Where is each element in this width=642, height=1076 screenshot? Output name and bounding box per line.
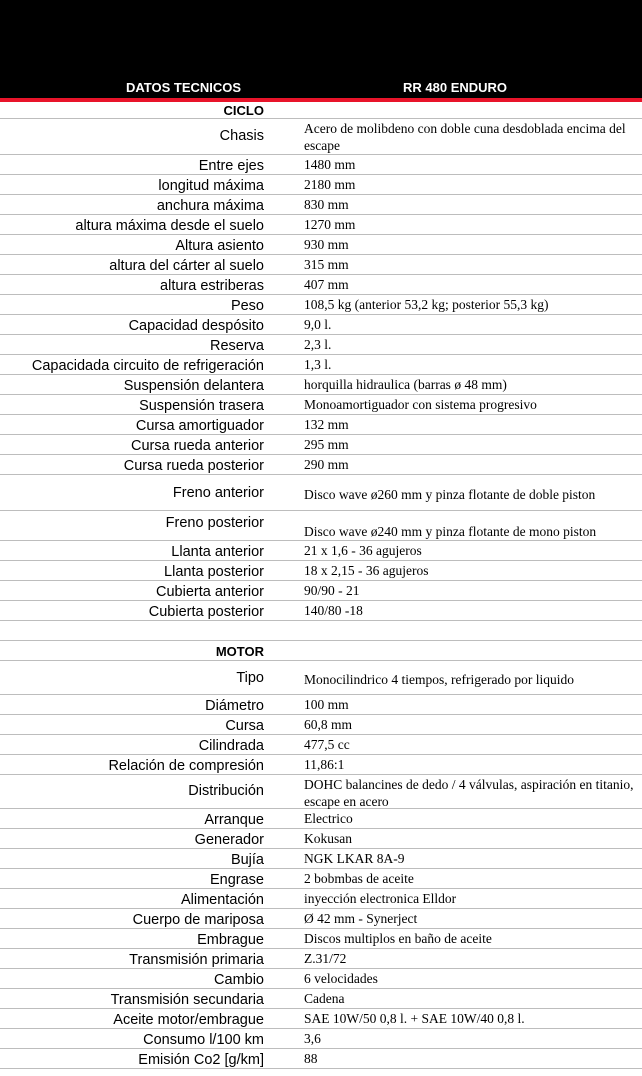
spec-label: Cilindrada (198, 738, 264, 754)
spec-row (0, 375, 642, 395)
spec-value: 1,3 l. (304, 357, 332, 372)
spec-label: Aceite motor/embrague (113, 1012, 264, 1028)
spec-value: Electrico (304, 811, 353, 826)
section-row (0, 641, 642, 661)
spec-value: Monoamortiguador con sistema progresivo (304, 397, 537, 412)
spec-value: Discos multiplos en baño de aceite (304, 931, 492, 946)
spec-value: Ø 42 mm - Synerject (304, 911, 418, 926)
spec-row (0, 581, 642, 601)
header-col-specs: DATOS TECNICOS (126, 80, 242, 95)
spec-value: 18 x 2,15 - 36 agujeros (304, 563, 429, 578)
spec-value: Cadena (304, 991, 345, 1006)
spec-label: Cubierta posterior (148, 604, 264, 620)
spec-value: 3,6 (304, 1031, 321, 1046)
spec-value: 2180 mm (304, 177, 356, 192)
spec-label: Tipo (236, 670, 264, 686)
spec-label: Freno anterior (172, 485, 264, 501)
spec-row (0, 989, 642, 1009)
spec-row (0, 1009, 642, 1029)
spec-row (0, 295, 642, 315)
spec-row (0, 849, 642, 869)
spec-label: Cursa rueda posterior (123, 458, 264, 474)
spec-value: 2,3 l. (304, 337, 332, 352)
spec-row (0, 335, 642, 355)
spec-label: altura estriberas (160, 278, 264, 294)
spec-row (0, 395, 642, 415)
spec-value: 830 mm (304, 197, 349, 212)
spec-value: 1270 mm (304, 217, 356, 232)
spec-label: Peso (230, 298, 264, 314)
spec-label: Emisión Co2 [g/km] (138, 1052, 264, 1068)
spec-label: Embrague (197, 932, 264, 948)
spec-label: Engrase (209, 872, 264, 888)
spec-label: Generador (194, 832, 264, 848)
spec-row (0, 561, 642, 581)
spec-label: Altura asiento (175, 238, 264, 254)
header-col-model: RR 480 ENDURO (403, 80, 508, 95)
spec-value: 60,8 mm (304, 717, 353, 732)
spec-row (0, 475, 642, 511)
spec-label: Diámetro (205, 698, 264, 714)
spec-label: Capacidad despósito (128, 318, 264, 334)
spec-row (0, 969, 642, 989)
spec-label: Llanta anterior (171, 544, 264, 560)
spec-row (0, 755, 642, 775)
spec-row (0, 869, 642, 889)
spec-value: Acero de molibdeno con doble cuna desdoblada encima del escape (304, 121, 626, 153)
spec-value: 315 mm (304, 257, 349, 272)
spec-label: Cursa amortiguador (135, 418, 264, 434)
spec-value: Kokusan (304, 831, 352, 846)
spec-value: inyección electronica Elldor (304, 891, 457, 906)
spec-value: 132 mm (304, 417, 349, 432)
spec-value: Disco wave ø240 mm y pinza flotante de mono piston (304, 524, 597, 539)
spec-value: horquilla hidraulica (barras ø 48 mm) (304, 377, 507, 392)
spec-value: 290 mm (304, 457, 349, 472)
spec-row (0, 275, 642, 295)
spec-label: Cursa (225, 718, 264, 734)
spec-label: anchura máxima (156, 198, 264, 214)
table-header (0, 0, 642, 98)
spec-row (0, 155, 642, 175)
spec-row (0, 455, 642, 475)
spacer-row (0, 621, 642, 641)
spec-label: Transmisión secundaria (110, 992, 264, 1008)
spec-label: Relación de compresión (108, 758, 264, 774)
spec-label: Arranque (204, 812, 264, 828)
spec-label: altura del cárter al suelo (109, 258, 264, 274)
spec-label: Cuerpo de mariposa (132, 912, 264, 928)
spec-row (0, 175, 642, 195)
spec-row (0, 695, 642, 715)
spec-row (0, 355, 642, 375)
spec-row (0, 909, 642, 929)
spec-label: Suspensión delantera (123, 378, 264, 394)
spec-row (0, 511, 642, 541)
section-title: CICLO (223, 103, 264, 118)
section-title: MOTOR (215, 643, 264, 659)
spec-row (0, 661, 642, 695)
spec-value: 100 mm (304, 697, 349, 712)
spec-label: Cambio (214, 972, 264, 988)
spec-label: Distribución (188, 783, 264, 799)
spec-row (0, 715, 642, 735)
spec-value: 9,0 l. (304, 317, 332, 332)
spec-value: 407 mm (304, 277, 349, 292)
spec-row (0, 1049, 642, 1069)
spec-label: Reserva (210, 338, 264, 354)
spec-value: Monocilindrico 4 tiempos, refrigerado por liquido (304, 672, 574, 687)
spec-row (0, 435, 642, 455)
spec-value: 295 mm (304, 437, 349, 452)
spec-row (0, 119, 642, 155)
spec-row (0, 255, 642, 275)
spec-row (0, 315, 642, 335)
spec-row (0, 541, 642, 561)
spec-label: Alimentación (180, 892, 264, 908)
spec-label: Consumo l/100 km (143, 1032, 264, 1048)
spec-value: 88 (304, 1051, 318, 1066)
spec-row (0, 235, 642, 255)
spec-value: 21 x 1,6 - 36 agujeros (304, 543, 422, 558)
spec-label: Freno posterior (165, 515, 264, 531)
spec-value: 11,86:1 (304, 757, 345, 772)
spec-row (0, 601, 642, 621)
spec-label: Cubierta anterior (156, 584, 264, 600)
spec-value: SAE 10W/50 0,8 l. + SAE 10W/40 0,8 l. (304, 1011, 525, 1026)
spec-value: DOHC balancines de dedo / 4 válvulas, aspiración en titanio, escape en acero (304, 777, 634, 809)
spec-row (0, 889, 642, 909)
spec-label: longitud máxima (158, 178, 264, 194)
spec-label: Chasis (219, 128, 264, 144)
spec-value: Disco wave ø260 mm y pinza flotante de doble piston (304, 487, 596, 502)
spec-value: 930 mm (304, 237, 349, 252)
spec-row (0, 735, 642, 755)
spec-label: Llanta posterior (164, 564, 264, 580)
section-row (0, 102, 642, 119)
spec-value: 108,5 kg (anterior 53,2 kg; posterior 55,3 kg) (304, 297, 549, 312)
spec-label: altura máxima desde el suelo (75, 218, 264, 234)
spec-label: Cursa rueda anterior (131, 438, 264, 454)
spec-row (0, 809, 642, 829)
spec-label: Capacidada circuito de refrigeración (31, 358, 264, 374)
spec-row (0, 1029, 642, 1049)
spec-row (0, 929, 642, 949)
spec-row (0, 415, 642, 435)
spec-row (0, 775, 642, 809)
spec-value: NGK LKAR 8A-9 (304, 851, 405, 866)
spec-label: Suspensión trasera (139, 398, 264, 414)
spec-row (0, 195, 642, 215)
spec-value: 90/90 - 21 (304, 583, 360, 598)
spec-label: Entre ejes (198, 158, 264, 174)
spec-label: Transmisión primaria (129, 952, 264, 968)
spec-value: 6 velocidades (304, 971, 378, 986)
spec-value: 140/80 -18 (304, 603, 363, 618)
spec-label: Bujía (230, 852, 264, 868)
spec-value: 1480 mm (304, 157, 356, 172)
spec-value: 2 bobmbas de aceite (304, 871, 414, 886)
spec-row (0, 829, 642, 849)
spec-row (0, 215, 642, 235)
spec-value: 477,5 cc (304, 737, 350, 752)
spec-value: Z.31/72 (304, 951, 347, 966)
spec-row (0, 949, 642, 969)
